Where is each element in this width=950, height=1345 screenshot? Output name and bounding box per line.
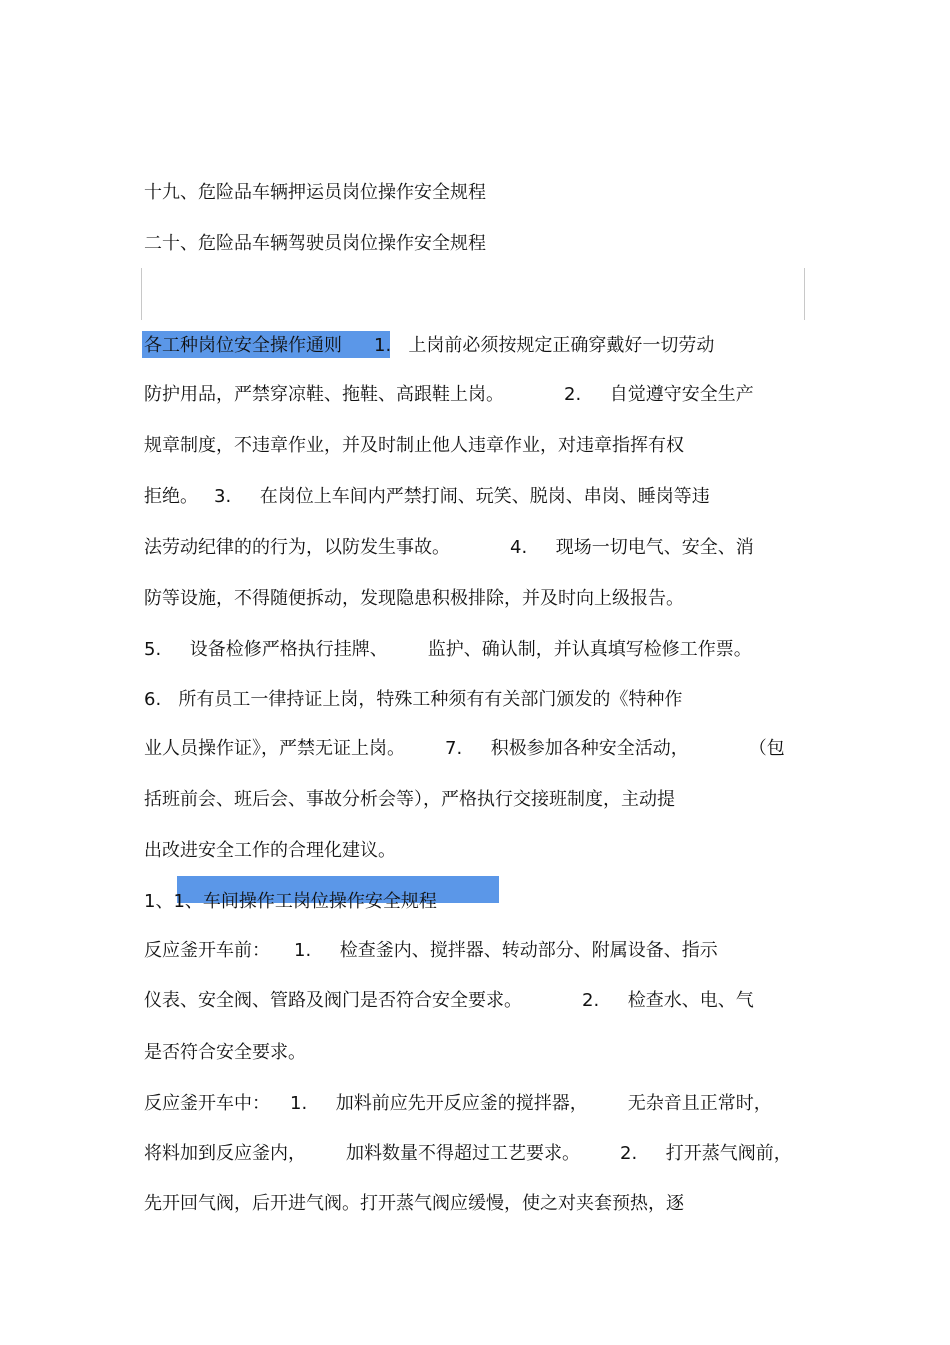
general-rules-line-9 — [144, 737, 785, 761]
before-start-line-2 — [144, 989, 754, 1013]
general-rules-line-5 — [144, 536, 754, 560]
general-rules-line-8: 6. 所有员工一律持证上岗，特殊工种须有有关部门颁发的《特种作 — [144, 689, 683, 710]
general-rules-line-10: 括班前会、班后会、事故分析会等），严格执行交接班制度，主动提 — [144, 789, 675, 810]
general-rules-line-7 — [144, 638, 752, 662]
rule-5-cont: 监护、确认制，并认真填写检修工作票。 — [427, 639, 752, 660]
during-start-item-2: 2. 打开蒸气阀前， — [620, 1143, 792, 1164]
heading-20: 二十、危险品车辆驾驶员岗位操作安全规程 — [144, 233, 486, 254]
during-start-line-2 — [144, 1142, 792, 1166]
section-1-prefix: 1、 — [144, 891, 174, 912]
rule-7-text: 7. 积极参加各种安全活动， — [445, 738, 689, 759]
right-border-line — [804, 268, 805, 320]
rule-7-paren: （包 — [748, 738, 785, 759]
general-rules-line-1 — [144, 334, 714, 358]
during-start-item-1-cont: 无杂音且正常时， — [627, 1093, 772, 1114]
during-start-item-1-limit: 加料数量不得超过工艺要求。 — [346, 1143, 580, 1164]
left-border-line — [141, 268, 142, 320]
rule-3-cont: 法劳动纪律的的行为，以防发生事故。 — [144, 537, 450, 558]
rule-1-cont: 防护用品，严禁穿凉鞋、拖鞋、高跟鞋上岗。 — [144, 384, 504, 405]
rule-6-cont: 业人员操作证》，严禁无证上岗。 — [144, 738, 405, 759]
general-rules-title: 各工种岗位安全操作通则 — [144, 335, 342, 356]
general-rules-line-6: 防等设施，不得随便拆动，发现隐患积极排除，并及时向上级报告。 — [144, 588, 684, 609]
before-start-item-1: 1. 检查釜内、搅拌器、转动部分、附属设备、指示 — [294, 940, 718, 961]
before-start-line-3: 是否符合安全要求。 — [144, 1042, 306, 1063]
during-start-item-1: 1. 加料前应先开反应釜的搅拌器， — [290, 1093, 588, 1114]
section-1-heading — [144, 890, 437, 914]
rule-2-text: 2. 自觉遵守安全生产 — [564, 384, 754, 405]
during-start-label: 反应釜开车中： — [144, 1093, 270, 1114]
general-rules-line-11: 出改进安全工作的合理化建议。 — [144, 840, 396, 861]
rule-2-end: 拒绝。 — [144, 486, 198, 507]
during-start-line-1 — [144, 1092, 772, 1116]
before-start-label: 反应釜开车前： — [144, 940, 270, 961]
general-rules-line-3: 规章制度，不违章作业，并及时制止他人违章作业，对违章指挥有权 — [144, 435, 684, 456]
during-start-line-3: 先开回气阀，后开进气阀。打开蒸气阀应缓慢，使之对夹套预热，逐 — [144, 1193, 684, 1214]
during-start-item-1-end: 将料加到反应釜内， — [144, 1143, 306, 1164]
before-start-line-1 — [144, 939, 718, 963]
rule-3-text: 3. 在岗位上车间内严禁打闹、玩笑、脱岗、串岗、睡岗等违 — [214, 486, 710, 507]
before-start-item-1-cont: 仪表、安全阀、管路及阀门是否符合安全要求。 — [144, 990, 522, 1011]
rule-4-text: 4. 现场一切电气、安全、消 — [510, 537, 754, 558]
general-rules-line-4 — [144, 485, 710, 509]
rule-1-text: 1. 上岗前必须按规定正确穿戴好一切劳动 — [374, 335, 715, 356]
rule-5-text: 5. 设备检修严格执行挂牌、 — [144, 639, 388, 660]
heading-19: 十九、危险品车辆押运员岗位操作安全规程 — [144, 182, 486, 203]
general-rules-line-2 — [144, 383, 754, 407]
before-start-item-2: 2. 检查水、电、气 — [582, 990, 754, 1011]
section-1-title: 1、车间操作工岗位操作安全规程 — [173, 891, 437, 912]
